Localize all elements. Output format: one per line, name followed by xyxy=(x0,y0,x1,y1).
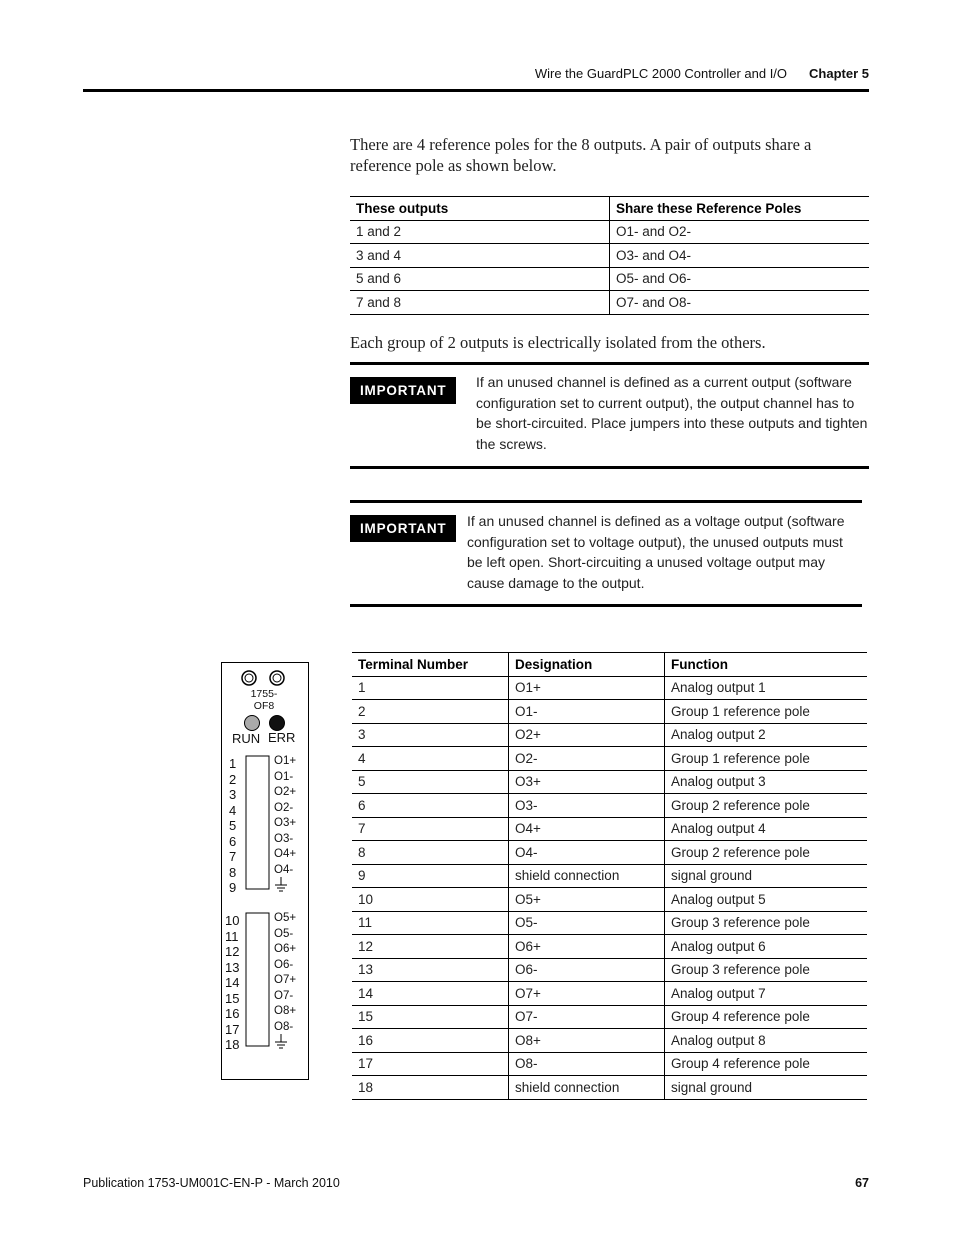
terminal-label: O5+ xyxy=(274,912,297,924)
table-cell: 18 xyxy=(352,1076,509,1100)
important-text: If an unused channel is defined as a current output (software configuration set to current output), the output channel has to be short-circuited. Place jumpers into these outputs and tighten the screws. xyxy=(476,374,868,452)
terminal-label: O2+ xyxy=(274,786,297,798)
table-cell: Analog output 6 xyxy=(665,935,868,959)
model-line-2: OF8 xyxy=(253,700,275,712)
table-row xyxy=(352,1076,867,1100)
table-cell: Group 1 reference pole xyxy=(665,747,868,771)
important-notice-voltage xyxy=(350,500,862,607)
table-row xyxy=(352,1005,867,1029)
table-cell: 3 xyxy=(352,723,509,747)
screw-icon xyxy=(242,671,256,685)
terminal-label: O2- xyxy=(274,801,294,814)
important-notice-current xyxy=(350,362,869,469)
terminal-label: 18 xyxy=(225,1037,240,1052)
terminal-labels-group-1 xyxy=(274,754,296,878)
terminal-label: 16 xyxy=(225,1006,240,1021)
module-model xyxy=(222,688,306,712)
terminal-label: 17 xyxy=(225,1021,240,1037)
terminal-label: 10 xyxy=(225,913,240,928)
table-cell: O7+ xyxy=(509,982,665,1006)
table-cell: Analog output 1 xyxy=(665,676,868,700)
table-cell: Group 2 reference pole xyxy=(665,794,868,818)
table-row xyxy=(352,888,867,912)
page-number: 67 xyxy=(855,1176,869,1190)
terminal-block-1 xyxy=(246,756,269,889)
footer-publication: Publication 1753-UM001C-EN-P - March 2010 xyxy=(83,1176,340,1190)
ground-icon xyxy=(275,1034,287,1048)
table-cell: Analog output 3 xyxy=(665,770,868,794)
table-cell: 11 xyxy=(352,911,509,935)
table-cell: O1+ xyxy=(509,676,665,700)
table-cell: O1- and O2- xyxy=(610,220,870,244)
model-line-1: 1755- xyxy=(250,688,278,700)
terminal-label: O6- xyxy=(274,958,294,971)
table-cell: 1 and 2 xyxy=(350,220,610,244)
terminal-labels-group-2 xyxy=(274,911,296,1035)
table-cell: O5- xyxy=(509,911,665,935)
table-row xyxy=(352,747,867,771)
table-cell: O6- xyxy=(509,958,665,982)
header-title: Wire the GuardPLC 2000 Controller and I/O xyxy=(534,66,788,81)
run-led-icon xyxy=(245,716,260,731)
table-header-row xyxy=(350,197,869,221)
table-cell: O8- xyxy=(509,1052,665,1076)
table-cell: O5- and O6- xyxy=(610,267,870,291)
table-cell: Group 4 reference pole xyxy=(665,1052,868,1076)
table-row xyxy=(352,700,867,724)
terminal-block-2 xyxy=(246,913,269,1046)
table-cell: O8+ xyxy=(509,1029,665,1053)
table-cell: Analog output 7 xyxy=(665,982,868,1006)
table-cell: O4- xyxy=(509,841,665,865)
table-cell: O3- and O4- xyxy=(610,244,870,268)
table-cell: 10 xyxy=(352,888,509,912)
table-row xyxy=(352,841,867,865)
terminal-label: O4+ xyxy=(274,848,297,860)
reference-poles-table xyxy=(350,196,869,315)
table-row xyxy=(352,723,867,747)
terminal-label: O7- xyxy=(274,989,294,1002)
table-cell: 5 xyxy=(352,770,509,794)
column-header: Terminal Number xyxy=(352,653,509,677)
table-cell: 13 xyxy=(352,958,509,982)
table-cell: 14 xyxy=(352,982,509,1006)
table-row xyxy=(350,291,869,315)
table-row xyxy=(352,958,867,982)
terminal-label: O8+ xyxy=(274,1005,297,1017)
table-cell: Group 4 reference pole xyxy=(665,1005,868,1029)
terminal-label: O7+ xyxy=(274,974,297,986)
header-rule xyxy=(83,89,869,92)
table-row xyxy=(352,676,867,700)
table-cell: shield connection xyxy=(509,1076,665,1100)
table-cell: O3- xyxy=(509,794,665,818)
terminal-label: O4- xyxy=(274,863,294,876)
terminal-label: O8- xyxy=(274,1020,294,1033)
terminal-label: 12 xyxy=(225,944,240,959)
terminal-label: 1 xyxy=(229,756,237,771)
running-header xyxy=(535,66,869,81)
table-cell: O7- xyxy=(509,1005,665,1029)
table-cell: O7- and O8- xyxy=(610,291,870,315)
table-cell: 4 xyxy=(352,747,509,771)
terminal-label: 14 xyxy=(225,975,240,990)
important-label: IMPORTANT xyxy=(350,377,456,404)
table-cell: 6 xyxy=(352,794,509,818)
table-cell: 16 xyxy=(352,1029,509,1053)
table-cell: 8 xyxy=(352,841,509,865)
table-cell: 15 xyxy=(352,1005,509,1029)
isolation-paragraph: Each group of 2 outputs is electrically isolated from the others. xyxy=(350,333,766,352)
terminal-label: 8 xyxy=(229,864,237,880)
table-row xyxy=(352,1052,867,1076)
table-cell: 7 xyxy=(352,817,509,841)
table-cell: O5+ xyxy=(509,888,665,912)
terminal-label: O6+ xyxy=(274,943,297,955)
run-label: RUN xyxy=(232,731,261,746)
table-cell: O1- xyxy=(509,700,665,724)
terminal-label: 3 xyxy=(229,787,237,802)
terminal-numbers-group-1 xyxy=(229,756,236,896)
err-led-icon xyxy=(270,716,285,731)
terminal-label: 7 xyxy=(229,849,237,864)
terminal-label: 11 xyxy=(225,928,239,944)
table-cell: Analog output 8 xyxy=(665,1029,868,1053)
table-cell: Group 3 reference pole xyxy=(665,911,868,935)
terminal-label: O1- xyxy=(274,770,294,783)
terminal-label: 13 xyxy=(225,959,240,975)
terminal-label: 15 xyxy=(225,990,240,1006)
table-cell: 1 xyxy=(352,676,509,700)
terminal-label: O1+ xyxy=(274,755,297,767)
table-cell: 7 and 8 xyxy=(350,291,610,315)
terminal-label: O3- xyxy=(274,832,294,845)
ground-icon xyxy=(275,877,287,891)
table-row xyxy=(352,770,867,794)
header-chapter: Chapter 5 xyxy=(809,66,869,81)
table-cell: 2 xyxy=(352,700,509,724)
intro-paragraph: There are 4 reference poles for the 8 outputs. A pair of outputs share a reference pole as shown below. xyxy=(350,135,812,175)
table-cell: 3 and 4 xyxy=(350,244,610,268)
column-header: Function xyxy=(665,653,868,677)
table-cell: Group 1 reference pole xyxy=(665,700,868,724)
table-cell: Group 3 reference pole xyxy=(665,958,868,982)
table-cell: O6+ xyxy=(509,935,665,959)
terminal-label: 6 xyxy=(229,833,237,849)
table-cell: Analog output 4 xyxy=(665,817,868,841)
table-row xyxy=(352,864,867,888)
important-text: If an unused channel is defined as a voltage output (software configuration set to voltage output), the unused outputs must be left open. Short-circuiting a unused voltage output may cause damage to the output. xyxy=(467,513,845,591)
column-header: These outputs xyxy=(350,197,610,221)
table-row xyxy=(352,982,867,1006)
table-header-row xyxy=(352,653,867,677)
terminal-label: 4 xyxy=(229,802,237,818)
screw-icon xyxy=(270,671,284,685)
table-cell: O2+ xyxy=(509,723,665,747)
table-cell: 17 xyxy=(352,1052,509,1076)
terminal-label: 2 xyxy=(229,771,237,787)
column-header: Share these Reference Poles xyxy=(610,197,870,221)
table-row xyxy=(352,1029,867,1053)
table-cell: Analog output 2 xyxy=(665,723,868,747)
table-cell: O3+ xyxy=(509,770,665,794)
terminal-label: 5 xyxy=(229,818,237,833)
table-row xyxy=(352,911,867,935)
terminal-label: O5- xyxy=(274,927,294,940)
err-label: ERR xyxy=(268,730,296,745)
important-label: IMPORTANT xyxy=(350,515,456,542)
table-row xyxy=(352,817,867,841)
table-row xyxy=(352,935,867,959)
table-row xyxy=(350,267,869,291)
table-row xyxy=(350,244,869,268)
table-cell: signal ground xyxy=(665,1076,868,1100)
table-cell: 9 xyxy=(352,864,509,888)
table-cell: 12 xyxy=(352,935,509,959)
table-cell: O2- xyxy=(509,747,665,771)
table-cell: signal ground xyxy=(665,864,868,888)
table-cell: shield connection xyxy=(509,864,665,888)
column-header: Designation xyxy=(509,653,665,677)
module-diagram xyxy=(221,662,309,1080)
terminal-designation-table xyxy=(352,652,867,1100)
table-cell: Analog output 5 xyxy=(665,888,868,912)
table-cell: O4+ xyxy=(509,817,665,841)
table-row xyxy=(352,794,867,818)
terminal-label: 9 xyxy=(229,880,237,895)
table-cell: 5 and 6 xyxy=(350,267,610,291)
table-row xyxy=(350,220,869,244)
table-cell: Group 2 reference pole xyxy=(665,841,868,865)
terminal-numbers-group-2 xyxy=(225,913,239,1053)
terminal-label: O3+ xyxy=(274,817,297,829)
